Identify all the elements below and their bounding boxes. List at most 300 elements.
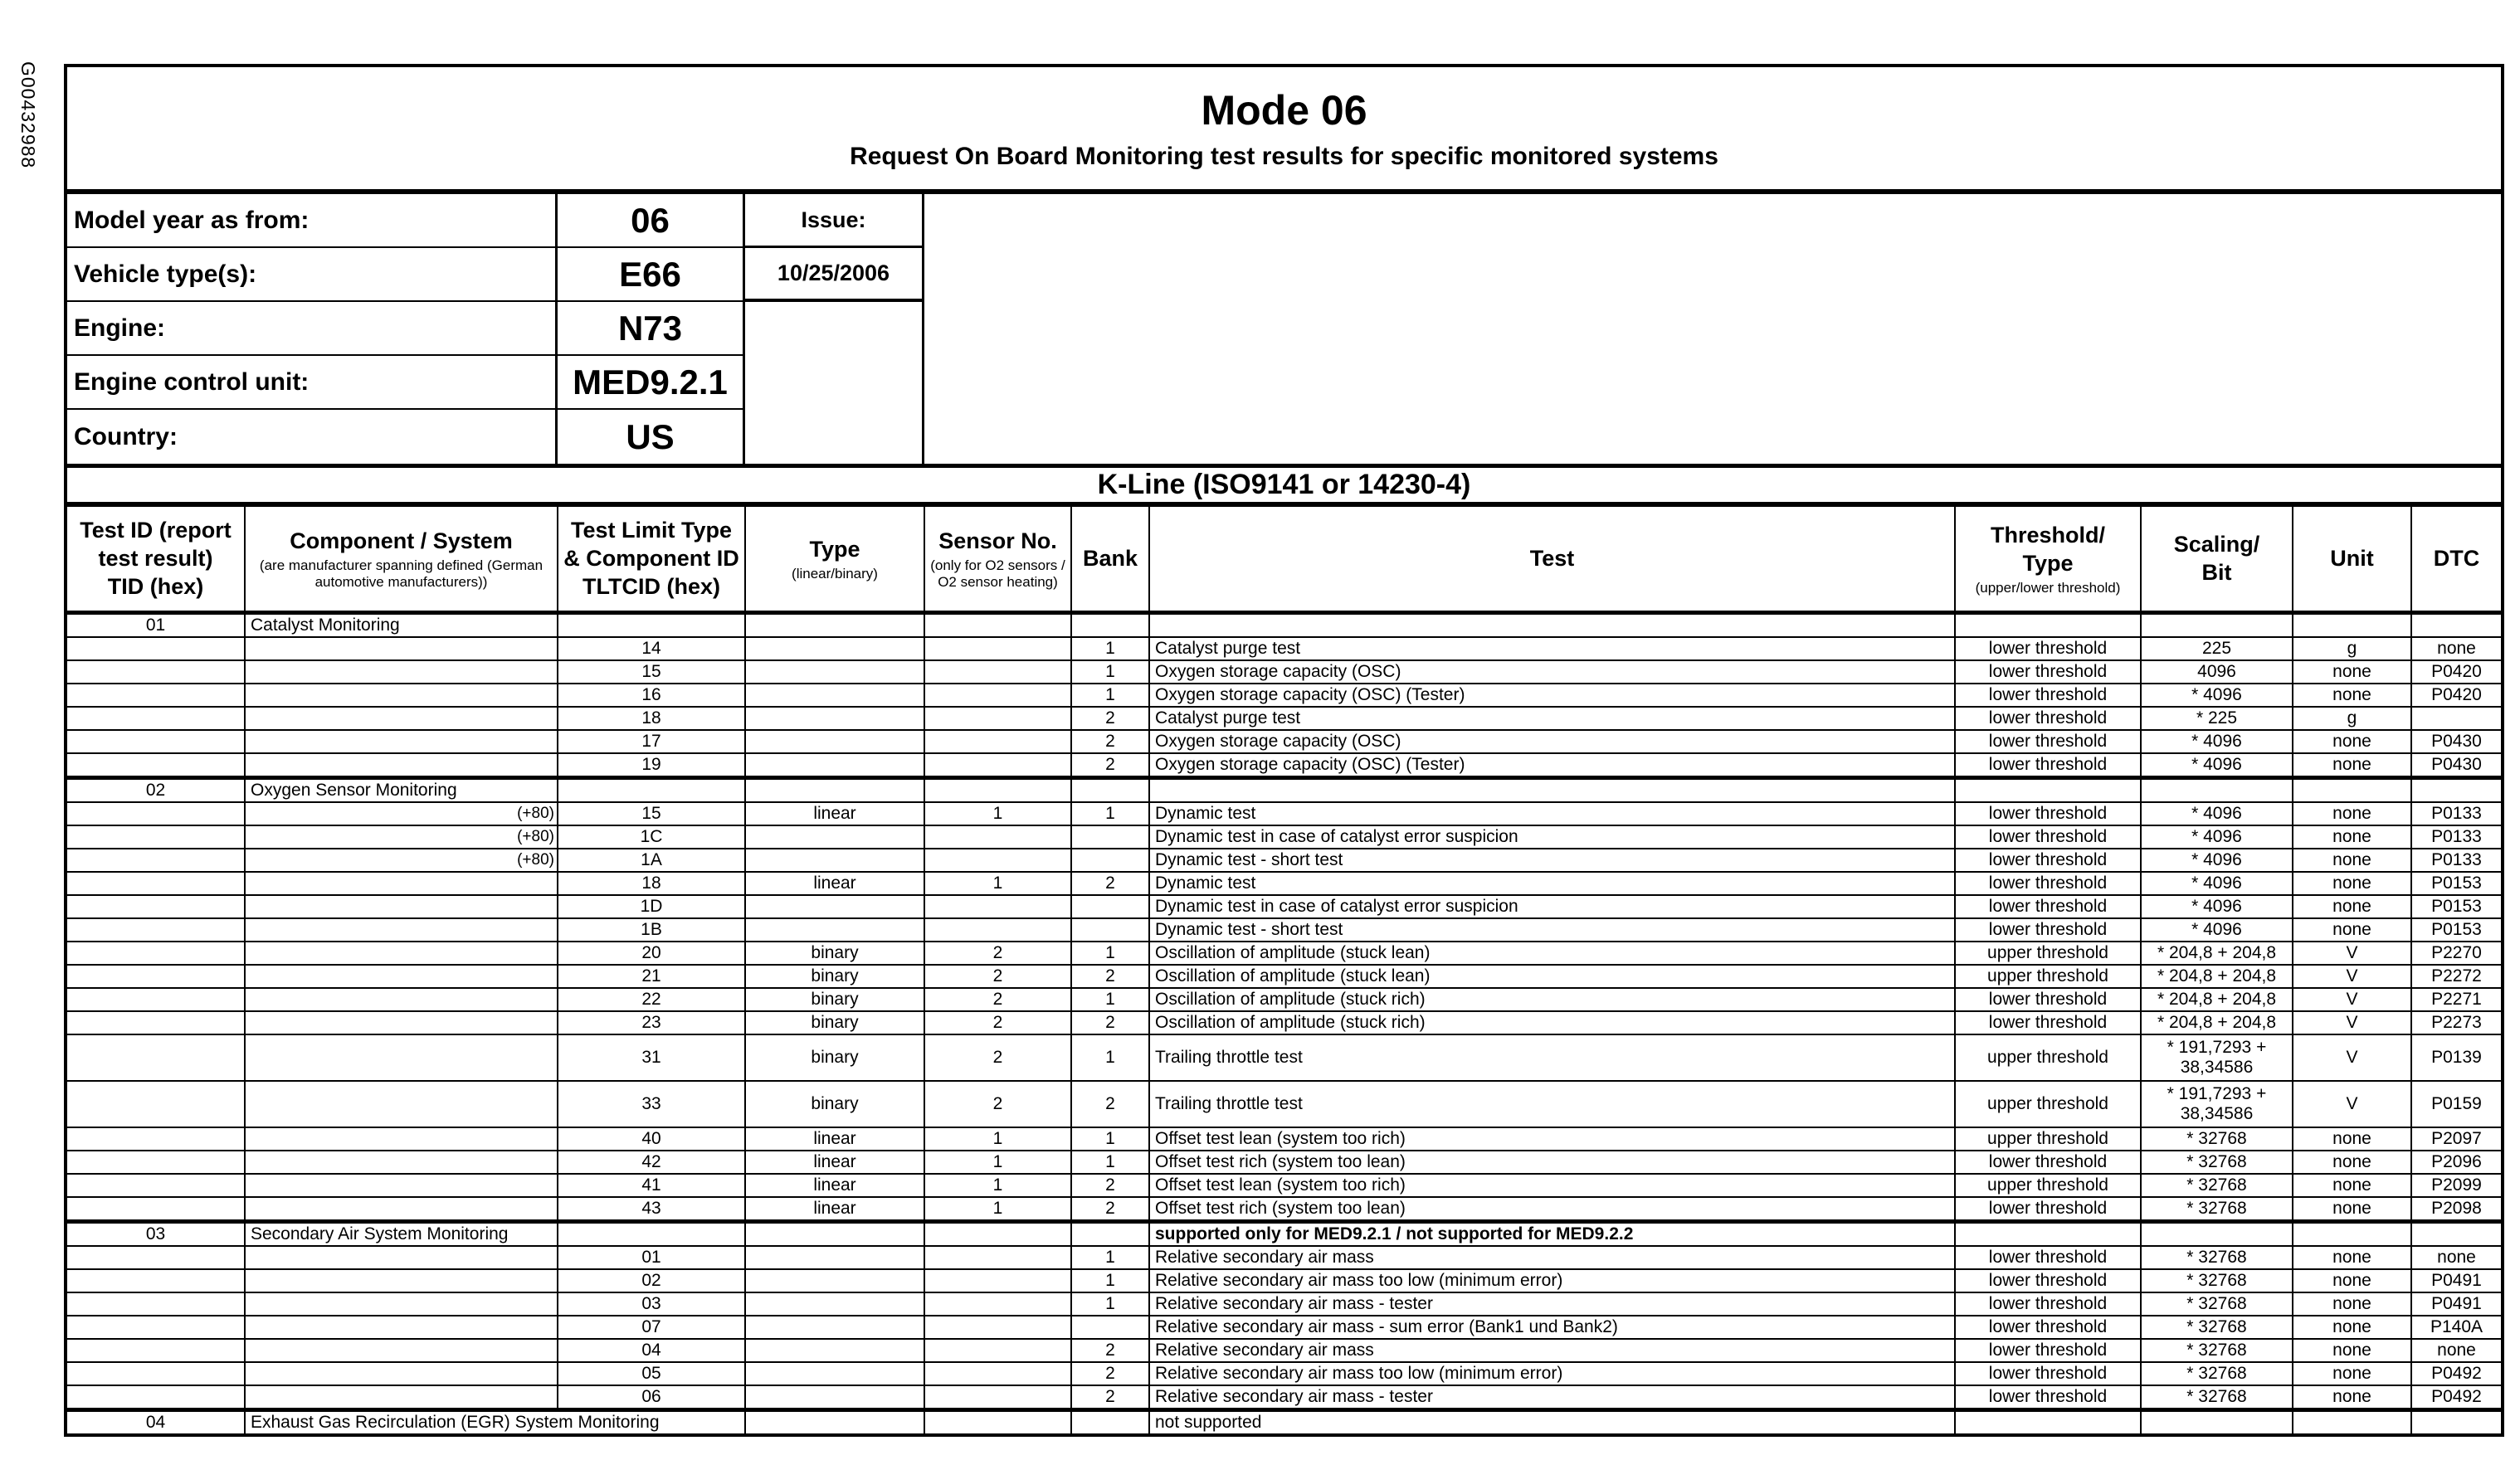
cell-dtc: P0491 <box>2411 1269 2501 1292</box>
cell-sensor <box>924 730 1071 753</box>
cell-component: (+80) <box>245 849 558 872</box>
cell-sensor <box>924 1221 1071 1246</box>
cell-type: binary <box>745 988 924 1011</box>
cell-bank <box>1071 918 1149 942</box>
cell-unit: V <box>2293 1081 2411 1127</box>
cell-component <box>245 684 558 707</box>
cell-type <box>745 684 924 707</box>
cell-component <box>245 1034 558 1081</box>
cell-component <box>245 895 558 918</box>
cell-test: Oscillation of amplitude (stuck lean) <box>1149 965 1955 988</box>
cell-unit: none <box>2293 1362 2411 1385</box>
cell-tid <box>67 872 245 895</box>
cell-tid <box>67 730 245 753</box>
cell-threshold: upper threshold <box>1955 1034 2141 1081</box>
cell-sensor <box>924 660 1071 684</box>
cell-tltcid: 41 <box>558 1174 745 1197</box>
cell-type: linear <box>745 802 924 825</box>
table-row <box>67 1081 2501 1127</box>
cell-tltcid: 05 <box>558 1362 745 1385</box>
cell-type: binary <box>745 942 924 965</box>
cell-sensor <box>924 1339 1071 1362</box>
cell-threshold: upper threshold <box>1955 965 2141 988</box>
table-row <box>67 849 2501 872</box>
info-value-model-year: 06 <box>558 194 745 248</box>
cell-sensor: 1 <box>924 1174 1071 1197</box>
cell-scaling: * 32768 <box>2141 1385 2293 1410</box>
table-row <box>67 1316 2501 1339</box>
cell-scaling: * 4096 <box>2141 872 2293 895</box>
cell-test: Oscillation of amplitude (stuck lean) <box>1149 942 1955 965</box>
cell-test: Relative secondary air mass - tester <box>1149 1292 1955 1316</box>
cell-bank: 1 <box>1071 660 1149 684</box>
info-filler <box>924 194 2501 248</box>
cell-test: Dynamic test in case of catalyst error suspicion <box>1149 825 1955 849</box>
cell-scaling: * 4096 <box>2141 849 2293 872</box>
cell-sensor <box>924 707 1071 730</box>
cell-tltcid: 1A <box>558 849 745 872</box>
cell-tid <box>67 942 245 965</box>
cell-type: binary <box>745 1011 924 1034</box>
cell-tid <box>67 895 245 918</box>
cell-tid <box>67 637 245 660</box>
cell-scaling: * 32768 <box>2141 1197 2293 1222</box>
cell-component <box>245 918 558 942</box>
cell-bank <box>1071 1409 1149 1433</box>
cell-tid <box>67 988 245 1011</box>
cell-unit: none <box>2293 753 2411 778</box>
cell-bank: 2 <box>1071 965 1149 988</box>
cell-bank: 2 <box>1071 1081 1149 1127</box>
cell-dtc: P0139 <box>2411 1034 2501 1081</box>
cell-tltcid: 31 <box>558 1034 745 1081</box>
cell-test: Offset test rich (system too lean) <box>1149 1197 1955 1222</box>
cell-threshold: lower threshold <box>1955 1362 2141 1385</box>
header-bank <box>1071 506 1149 612</box>
table-row <box>67 637 2501 660</box>
cell-bank: 2 <box>1071 1174 1149 1197</box>
cell-dtc: P0153 <box>2411 872 2501 895</box>
header-line: Sensor No. <box>938 528 1057 553</box>
cell-sensor: 1 <box>924 1151 1071 1174</box>
cell-dtc: P2098 <box>2411 1197 2501 1222</box>
cell-component: Secondary Air System Monitoring <box>245 1221 558 1246</box>
cell-test: Relative secondary air mass <box>1149 1339 1955 1362</box>
cell-component <box>245 988 558 1011</box>
cell-type <box>745 777 924 802</box>
table-row <box>67 918 2501 942</box>
cell-bank: 1 <box>1071 1292 1149 1316</box>
header-line: Scaling/ <box>2173 532 2260 557</box>
cell-component <box>245 707 558 730</box>
cell-sensor: 1 <box>924 802 1071 825</box>
header-note: (linear/binary) <box>792 565 878 582</box>
cell-tltcid: 03 <box>558 1292 745 1316</box>
cell-scaling <box>2141 1409 2293 1433</box>
cell-type <box>745 1221 924 1246</box>
header-line: Test ID (report <box>80 518 232 543</box>
cell-tltcid <box>558 612 745 637</box>
cell-threshold: lower threshold <box>1955 802 2141 825</box>
cell-scaling: * 4096 <box>2141 918 2293 942</box>
cell-dtc: none <box>2411 1246 2501 1269</box>
cell-sensor: 2 <box>924 942 1071 965</box>
cell-sensor: 2 <box>924 988 1071 1011</box>
cell-dtc: P2271 <box>2411 988 2501 1011</box>
cell-bank <box>1071 849 1149 872</box>
header-unit <box>2293 506 2411 612</box>
cell-tid <box>67 660 245 684</box>
cell-bank: 2 <box>1071 1011 1149 1034</box>
cell-bank <box>1071 825 1149 849</box>
cell-tid: 02 <box>67 777 245 802</box>
table-row <box>67 1246 2501 1269</box>
cell-sensor: 2 <box>924 1011 1071 1034</box>
cell-scaling: * 32768 <box>2141 1362 2293 1385</box>
cell-sensor: 2 <box>924 1034 1071 1081</box>
cell-test: Oxygen storage capacity (OSC) <box>1149 660 1955 684</box>
cell-test: Relative secondary air mass too low (minimum error) <box>1149 1362 1955 1385</box>
cell-dtc: P0430 <box>2411 730 2501 753</box>
header-line: Test <box>1529 546 1575 572</box>
cell-test: Trailing throttle test <box>1149 1081 1955 1127</box>
header-note: (upper/lower threshold) <box>1975 579 2121 596</box>
cell-dtc: none <box>2411 1339 2501 1362</box>
cell-scaling: 225 <box>2141 637 2293 660</box>
cell-component <box>245 965 558 988</box>
cell-test: Dynamic test <box>1149 802 1955 825</box>
cell-sensor <box>924 918 1071 942</box>
cell-tid <box>67 802 245 825</box>
cell-unit: none <box>2293 1246 2411 1269</box>
table-row <box>67 1221 2501 1246</box>
cell-threshold: upper threshold <box>1955 1127 2141 1151</box>
cell-type: linear <box>745 1174 924 1197</box>
cell-component <box>245 1385 558 1410</box>
cell-threshold: upper threshold <box>1955 1174 2141 1197</box>
cell-tid <box>67 1151 245 1174</box>
cell-tltcid: 43 <box>558 1197 745 1222</box>
table-row <box>67 1151 2501 1174</box>
cell-test: Dynamic test - short test <box>1149 918 1955 942</box>
cell-scaling: * 4096 <box>2141 825 2293 849</box>
cell-unit: V <box>2293 942 2411 965</box>
cell-threshold: lower threshold <box>1955 825 2141 849</box>
header-type <box>745 506 924 612</box>
cell-component: Exhaust Gas Recirculation (EGR) System Monitoring <box>245 1409 745 1433</box>
header-sensor-no <box>924 506 1071 612</box>
table-row <box>67 1385 2501 1410</box>
cell-unit: none <box>2293 802 2411 825</box>
cell-sensor <box>924 825 1071 849</box>
cell-threshold: lower threshold <box>1955 637 2141 660</box>
cell-threshold: lower threshold <box>1955 1339 2141 1362</box>
cell-type: binary <box>745 1034 924 1081</box>
cell-test: Oscillation of amplitude (stuck rich) <box>1149 988 1955 1011</box>
cell-type <box>745 918 924 942</box>
cell-tltcid: 18 <box>558 707 745 730</box>
cell-scaling: * 225 <box>2141 707 2293 730</box>
cell-sensor <box>924 777 1071 802</box>
table-row <box>67 1127 2501 1151</box>
cell-tid <box>67 684 245 707</box>
cell-component <box>245 1127 558 1151</box>
header-test <box>1149 506 1955 612</box>
issue-empty-cell <box>745 356 924 410</box>
cell-tid <box>67 1292 245 1316</box>
header-line: Unit <box>2330 546 2374 572</box>
cell-tltcid <box>558 777 745 802</box>
cell-scaling: * 32768 <box>2141 1316 2293 1339</box>
cell-dtc: P2272 <box>2411 965 2501 988</box>
cell-tid <box>67 1011 245 1034</box>
cell-component <box>245 1197 558 1222</box>
header-line: Threshold/ <box>1990 522 2105 548</box>
cell-bank: 2 <box>1071 1385 1149 1410</box>
cell-dtc: P0492 <box>2411 1385 2501 1410</box>
cell-type <box>745 1409 924 1433</box>
cell-dtc: P0153 <box>2411 895 2501 918</box>
cell-scaling: * 32768 <box>2141 1269 2293 1292</box>
cell-dtc: P0133 <box>2411 802 2501 825</box>
cell-tid: 01 <box>67 612 245 637</box>
cell-tid <box>67 1339 245 1362</box>
cell-scaling: 4096 <box>2141 660 2293 684</box>
cell-unit: none <box>2293 1174 2411 1197</box>
table-row <box>67 802 2501 825</box>
cell-threshold: lower threshold <box>1955 1197 2141 1222</box>
cell-threshold: lower threshold <box>1955 1316 2141 1339</box>
cell-sensor <box>924 637 1071 660</box>
cell-scaling: * 32768 <box>2141 1292 2293 1316</box>
cell-bank: 1 <box>1071 1246 1149 1269</box>
table-row <box>67 1197 2501 1222</box>
cell-tid <box>67 1174 245 1197</box>
cell-dtc: P2099 <box>2411 1174 2501 1197</box>
cell-test: Dynamic test - short test <box>1149 849 1955 872</box>
cell-threshold: lower threshold <box>1955 849 2141 872</box>
cell-type: linear <box>745 1151 924 1174</box>
cell-type <box>745 825 924 849</box>
header-line: test result) <box>98 546 213 572</box>
header-test-id <box>67 506 245 612</box>
cell-tltcid: 01 <box>558 1246 745 1269</box>
cell-bank: 1 <box>1071 1034 1149 1081</box>
cell-type: linear <box>745 872 924 895</box>
cell-component: (+80) <box>245 825 558 849</box>
cell-test: Relative secondary air mass too low (minimum error) <box>1149 1269 1955 1292</box>
cell-dtc: P2097 <box>2411 1127 2501 1151</box>
cell-tltcid: 06 <box>558 1385 745 1410</box>
header-tltcid <box>558 506 745 612</box>
cell-sensor: 1 <box>924 1127 1071 1151</box>
cell-dtc <box>2411 777 2501 802</box>
cell-unit: none <box>2293 1151 2411 1174</box>
issue-label: Issue: <box>745 194 924 248</box>
cell-scaling: * 204,8 + 204,8 <box>2141 942 2293 965</box>
cell-scaling: * 32768 <box>2141 1339 2293 1362</box>
cell-component <box>245 1292 558 1316</box>
cell-bank <box>1071 895 1149 918</box>
cell-unit: none <box>2293 1127 2411 1151</box>
cell-tltcid: 14 <box>558 637 745 660</box>
info-value-engine: N73 <box>558 302 745 356</box>
info-label-vehicle-type: Vehicle type(s): <box>67 248 558 302</box>
cell-dtc: P0491 <box>2411 1292 2501 1316</box>
page-title: Mode 06 <box>1201 86 1367 134</box>
cell-component: Catalyst Monitoring <box>245 612 558 637</box>
cell-bank: 2 <box>1071 707 1149 730</box>
info-filler <box>924 302 2501 356</box>
cell-component <box>245 1339 558 1362</box>
cell-component <box>245 942 558 965</box>
table-row <box>67 942 2501 965</box>
cell-threshold: upper threshold <box>1955 1081 2141 1127</box>
table-row <box>67 1174 2501 1197</box>
cell-bank: 1 <box>1071 1151 1149 1174</box>
cell-test: Catalyst purge test <box>1149 707 1955 730</box>
cell-tid <box>67 707 245 730</box>
cell-type: linear <box>745 1127 924 1151</box>
cell-type <box>745 849 924 872</box>
cell-unit: none <box>2293 1385 2411 1410</box>
cell-unit: g <box>2293 707 2411 730</box>
test-results-table <box>67 505 2501 1433</box>
cell-tid <box>67 1081 245 1127</box>
cell-tid <box>67 849 245 872</box>
cell-threshold: lower threshold <box>1955 660 2141 684</box>
table-row <box>67 730 2501 753</box>
cell-threshold: lower threshold <box>1955 1011 2141 1034</box>
info-label-country: Country: <box>67 410 558 464</box>
cell-type <box>745 1316 924 1339</box>
info-filler <box>924 410 2501 464</box>
cell-threshold: lower threshold <box>1955 895 2141 918</box>
cell-unit: none <box>2293 684 2411 707</box>
cell-dtc: P0420 <box>2411 660 2501 684</box>
table-row <box>67 872 2501 895</box>
cell-scaling: * 4096 <box>2141 753 2293 778</box>
header-dtc <box>2411 506 2501 612</box>
cell-scaling <box>2141 777 2293 802</box>
header-line: & Component ID <box>563 546 739 572</box>
cell-unit <box>2293 1221 2411 1246</box>
cell-bank: 2 <box>1071 1362 1149 1385</box>
cell-type <box>745 660 924 684</box>
header-component-system <box>245 506 558 612</box>
cell-type <box>745 707 924 730</box>
cell-type <box>745 753 924 778</box>
issue-date: 10/25/2006 <box>745 248 924 302</box>
cell-tltcid: 1D <box>558 895 745 918</box>
cell-dtc: P2273 <box>2411 1011 2501 1034</box>
cell-threshold: lower threshold <box>1955 872 2141 895</box>
cell-tltcid: 23 <box>558 1011 745 1034</box>
cell-tltcid: 42 <box>558 1151 745 1174</box>
cell-unit: none <box>2293 1316 2411 1339</box>
header-line: DTC <box>2433 546 2480 572</box>
table-row <box>67 660 2501 684</box>
cell-bank: 2 <box>1071 1339 1149 1362</box>
cell-threshold: lower threshold <box>1955 1385 2141 1410</box>
cell-unit: V <box>2293 988 2411 1011</box>
issue-empty-cell <box>745 302 924 356</box>
protocol-section-header: K-Line (ISO9141 or 14230-4) <box>67 464 2501 505</box>
cell-component <box>245 1081 558 1127</box>
header-line: TID (hex) <box>107 574 204 600</box>
cell-tltcid: 04 <box>558 1339 745 1362</box>
page-subtitle: Request On Board Monitoring test results for specific monitored systems <box>850 142 1718 170</box>
cell-dtc <box>2411 612 2501 637</box>
cell-scaling <box>2141 1221 2293 1246</box>
cell-test: Dynamic test <box>1149 872 1955 895</box>
cell-dtc: P140A <box>2411 1316 2501 1339</box>
cell-scaling <box>2141 612 2293 637</box>
cell-test: Relative secondary air mass - tester <box>1149 1385 1955 1410</box>
cell-tltcid: 07 <box>558 1316 745 1339</box>
header-note: (only for O2 sensors / O2 sensor heating) <box>930 557 1065 590</box>
cell-test: Offset test rich (system too lean) <box>1149 1151 1955 1174</box>
cell-tltcid: 33 <box>558 1081 745 1127</box>
cell-test: Offset test lean (system too rich) <box>1149 1174 1955 1197</box>
cell-sensor <box>924 612 1071 637</box>
cell-unit: none <box>2293 1269 2411 1292</box>
cell-component <box>245 1362 558 1385</box>
table-row <box>67 988 2501 1011</box>
cell-type <box>745 637 924 660</box>
header-line: Bank <box>1082 546 1138 572</box>
cell-sensor: 2 <box>924 965 1071 988</box>
header-line: Type <box>2022 550 2074 576</box>
cell-scaling: * 204,8 + 204,8 <box>2141 1011 2293 1034</box>
cell-unit: V <box>2293 1011 2411 1034</box>
figure-id-label: G00432988 <box>17 61 39 169</box>
cell-component <box>245 872 558 895</box>
cell-tltcid: 1B <box>558 918 745 942</box>
header-line: Test Limit Type <box>570 518 733 543</box>
cell-bank: 1 <box>1071 942 1149 965</box>
cell-type: binary <box>745 1081 924 1127</box>
cell-test: Trailing throttle test <box>1149 1034 1955 1081</box>
cell-tltcid <box>558 1221 745 1246</box>
cell-tltcid: 19 <box>558 753 745 778</box>
cell-tid <box>67 1362 245 1385</box>
cell-tltcid: 02 <box>558 1269 745 1292</box>
cell-type: linear <box>745 1197 924 1222</box>
header-threshold-type <box>1955 506 2141 612</box>
cell-bank <box>1071 1316 1149 1339</box>
cell-tid <box>67 1197 245 1222</box>
cell-tltcid: 22 <box>558 988 745 1011</box>
cell-tltcid: 17 <box>558 730 745 753</box>
cell-sensor: 1 <box>924 872 1071 895</box>
header-note: (are manufacturer spanning defined (German automotive manufacturers)) <box>259 557 543 590</box>
cell-component <box>245 730 558 753</box>
cell-sensor <box>924 1269 1071 1292</box>
cell-test: Oxygen storage capacity (OSC) (Tester) <box>1149 684 1955 707</box>
cell-component <box>245 1174 558 1197</box>
cell-threshold <box>1955 612 2141 637</box>
cell-tid <box>67 1269 245 1292</box>
title-box <box>67 67 2501 194</box>
cell-dtc: P0133 <box>2411 849 2501 872</box>
cell-type <box>745 612 924 637</box>
cell-bank: 2 <box>1071 753 1149 778</box>
cell-tid <box>67 753 245 778</box>
table-row <box>67 1339 2501 1362</box>
table-row <box>67 777 2501 802</box>
cell-component <box>245 1246 558 1269</box>
